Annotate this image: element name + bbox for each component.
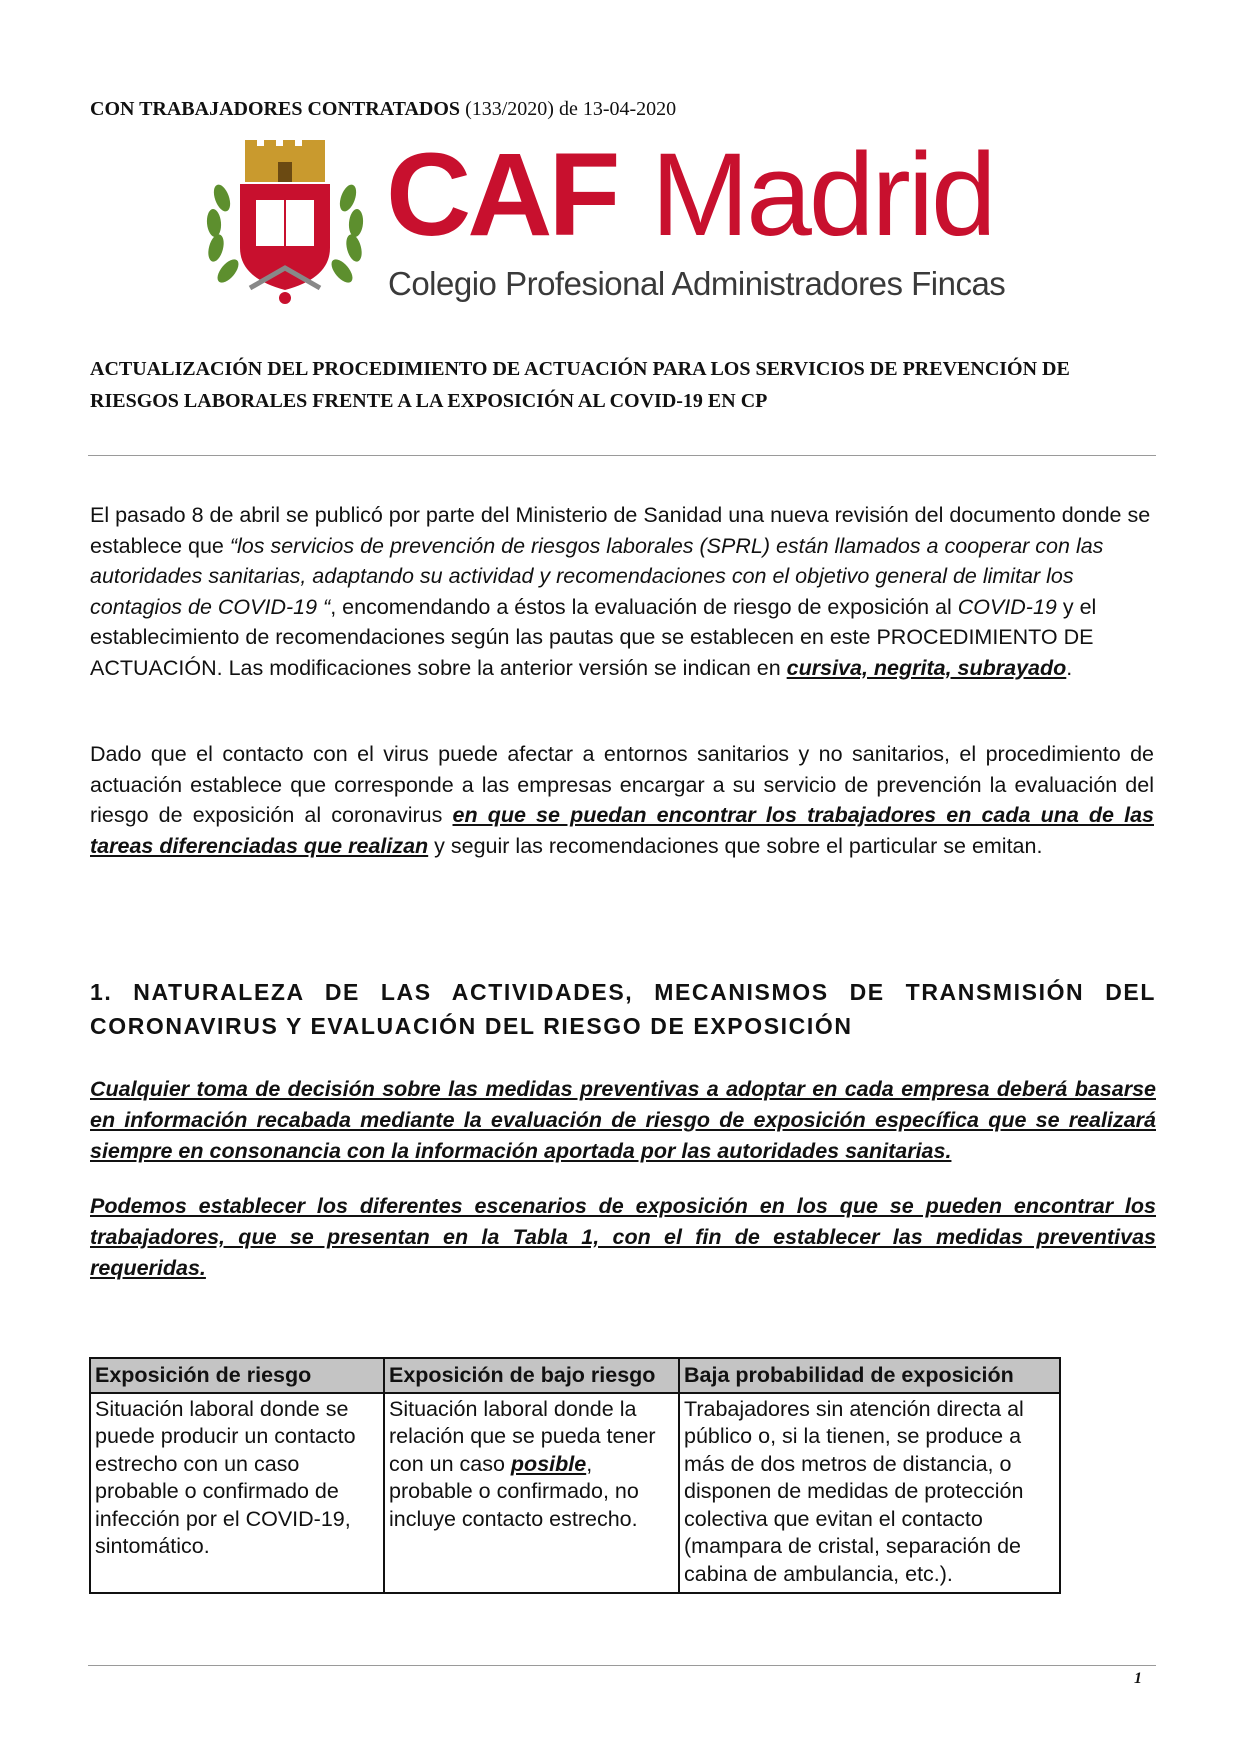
logo-madrid-text: Madrid — [651, 129, 994, 261]
footer-divider — [88, 1665, 1156, 1666]
document-title: ACTUALIZACIÓN DEL PROCEDIMIENTO DE ACTUACIÓN PARA LOS SERVICIOS DE PREVENCIÓN DE RIESGOS LABORALES FRENTE A LA EXPOSICIÓN AL COVID-19 EN CP — [90, 358, 1070, 412]
intro-text-1: El pasado 8 de abril se publicó por parte del Ministerio de Sanidad una nueva revisión del documento donde se establece que — [90, 503, 1151, 558]
table-row — [90, 1393, 1060, 1593]
intro-covid: COVID-19 — [957, 594, 1057, 619]
intro-paragraph — [90, 500, 1154, 683]
reference-bold-text: CON TRABAJADORES CONTRATADOS — [90, 98, 461, 120]
header-low-probability: Baja probabilidad de exposición — [679, 1358, 1060, 1393]
scenarios-paragraph: Podemos establecer los diferentes escenarios de exposición en los que se pueden encontrar los trabajadores, que se presentan en la Tabla 1, con el fin de establecer las medidas preventivas requeridas. — [90, 1194, 1156, 1280]
logo-caf-text: CAF — [386, 129, 617, 261]
page-number: 1 — [1134, 1670, 1142, 1687]
caf-madrid-logo — [200, 129, 1050, 318]
procedure-emph-text: en que se puedan encontrar los trabajadores en cada una de las tareas diferenciadas que realizan — [90, 803, 1154, 858]
procedure-text-1: Dado que el contacto con el virus puede afectar a entornos sanitarios y no sanitarios, el procedimiento de actuación establece que corresponde a las empresas encargar a su servicio de prevención la evaluación del riesgo de exposición al coronavirus — [90, 742, 1154, 827]
crest-emblem-icon — [200, 138, 370, 308]
cell-low-risk-emph: posible — [510, 1451, 587, 1476]
section-heading: 1. NATURALEZA DE LAS ACTIVIDADES, MECANISMOS DE TRANSMISIÓN DEL CORONAVIRUS Y EVALUACIÓN DEL RIESGO DE EXPOSICIÓN — [90, 979, 1156, 1039]
document-reference-line — [90, 98, 676, 121]
cell-low-risk-text-b: , probable o confirmado, no incluye contacto estrecho. — [389, 1451, 639, 1531]
cell-low-probability: Trabajadores sin atención directa al público o, si la tienen, se produce a más de dos metros de distancia, o disponen de medidas de protección colectiva que evitan el contacto (mampara de cristal, separación de cabina de ambulancia, etc.). — [679, 1393, 1060, 1593]
cell-risk-exposure: Situación laboral donde se puede producir un contacto estrecho con un caso probable o confirmado de infección por el COVID-19, sintomático. — [90, 1393, 384, 1593]
intro-text-3: y el establecimiento de recomendaciones según las pautas que se establecen en este PROCEDIMIENTO DE ACTUACIÓN. Las modificaciones sobre la anterior versión se indican en — [90, 594, 1097, 680]
header-risk-exposure: Exposición de riesgo — [90, 1358, 384, 1393]
intro-text-2: , encomendando a éstos la evaluación de riesgo de exposición al — [330, 594, 958, 619]
intro-quote: “los servicios de prevención de riesgos laborales (SPRL) están llamados a cooperar con las autoridades sanitarias, adaptando su actividad y recomendaciones con el objetivo general de limitar los contagios de COVID-19 “ — [90, 533, 1104, 619]
procedure-paragraph — [90, 739, 1154, 861]
reference-number-date: (133/2020) de 13-04-2020 — [460, 98, 677, 120]
header-divider — [88, 455, 1156, 456]
intro-styled-text: cursiva, negrita, subrayado — [786, 655, 1067, 680]
exposure-table — [89, 1357, 1061, 1594]
logo-subtitle: Colegio Profesional Administradores Fincas — [388, 265, 1006, 302]
intro-text-4: . — [1066, 655, 1073, 680]
cell-low-risk-exposure — [384, 1393, 679, 1593]
header-low-risk-exposure: Exposición de bajo riesgo — [384, 1358, 679, 1393]
cell-low-risk-text-a: Situación laboral donde la relación que se pueda tener con un caso — [389, 1396, 656, 1476]
table-header-row — [90, 1358, 1060, 1393]
decision-paragraph: Cualquier toma de decisión sobre las medidas preventivas a adoptar en cada empresa deberá basarse en información recabada mediante la evaluación de riesgo de exposición específica que se realizará siempre en consonancia con la información aportada por las autoridades sanitarias. — [90, 1077, 1156, 1163]
procedure-text-2: y seguir las recomendaciones que sobre el particular se emitan. — [428, 833, 1043, 858]
